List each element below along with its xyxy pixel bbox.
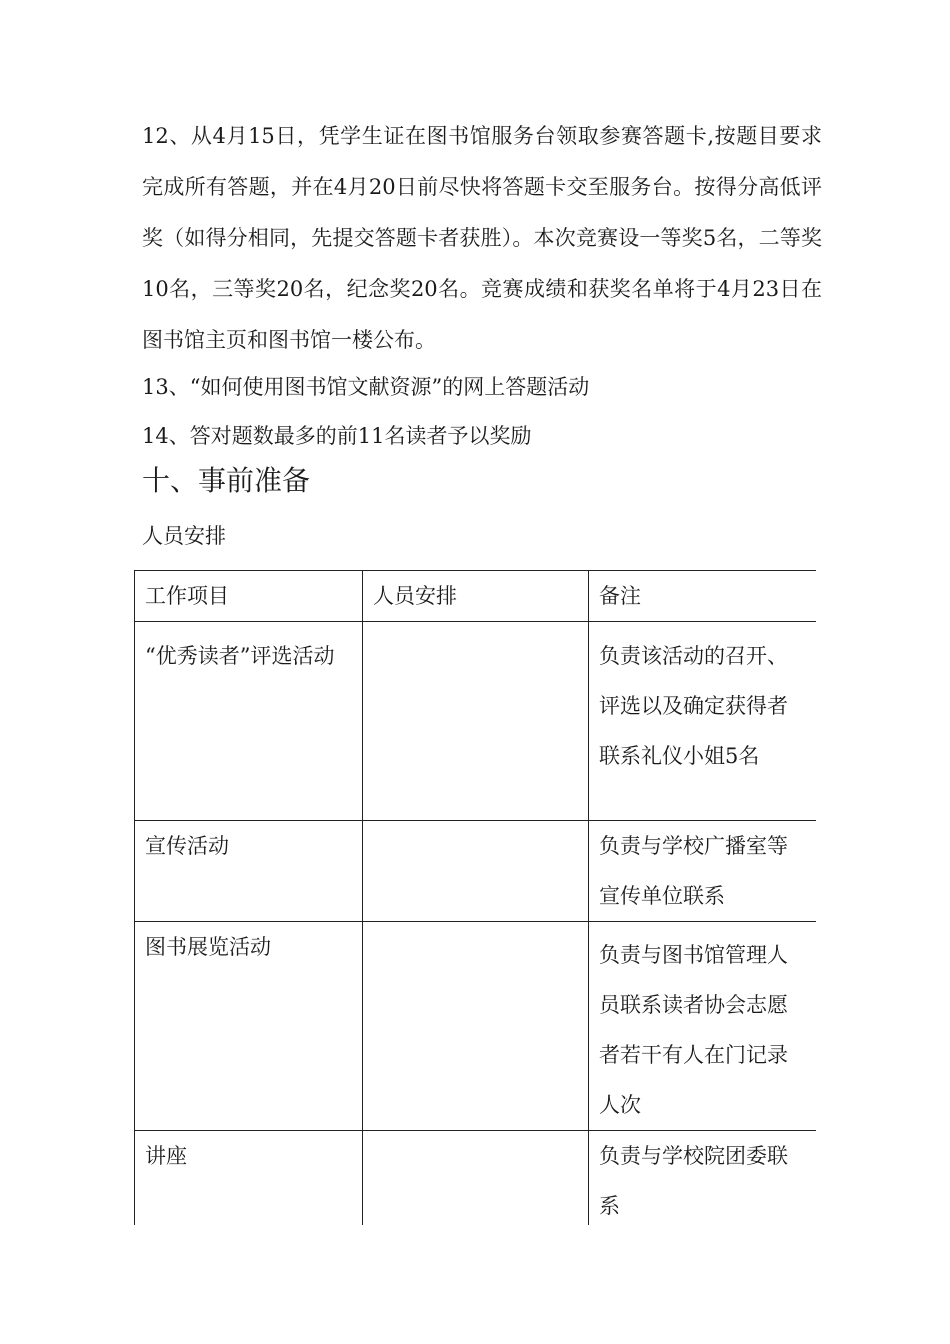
table-row xyxy=(135,922,817,1131)
table-cell-item: 讲座 xyxy=(135,1131,363,1226)
paragraph-item-12: 12、从4月15日，凭学生证在图书馆服务台领取参赛答题卡,按题目要求完成所有答题，并在4月20日前尽快将答题卡交至服务台。按得分高低评奖（如得分相同，先提交答题卡者获胜）。本次竞赛设一等奖5名，二等奖10名，三等奖20名，纪念奖20名。竞赛成绩和获奖名单将于4月23日在图书馆主页和图书馆一楼公布。 xyxy=(142,124,822,352)
section-subheading: 人员安排 xyxy=(142,524,226,548)
staff-arrangement-table xyxy=(134,570,816,1225)
table-cell-note: 负责与图书馆管理人员联系读者协会志愿者若干有人在门记录人次 xyxy=(589,922,817,1131)
table-row xyxy=(135,821,817,922)
table-cell-note: 负责该活动的召开、评选以及确定获得者联系礼仪小姐5名 xyxy=(589,622,817,821)
table-cell-staff xyxy=(363,622,589,821)
table-header-row xyxy=(135,571,817,622)
table-cell-note: 负责与学校院团委联系 xyxy=(589,1131,817,1226)
staff-arrangement-table-wrapper xyxy=(134,570,816,1225)
section-heading: 十、事前准备 xyxy=(142,464,311,497)
table-cell-staff xyxy=(363,821,589,922)
table-row xyxy=(135,1131,817,1226)
paragraph-item-13: 13、“如何使用图书馆文献资源”的网上答题活动 xyxy=(142,375,590,399)
table-header-cell: 备注 xyxy=(589,571,817,622)
table-row xyxy=(135,622,817,821)
paragraph-item-14: 14、答对题数最多的前11名读者予以奖励 xyxy=(142,424,532,448)
table-cell-item: 宣传活动 xyxy=(135,821,363,922)
table-cell-item: “优秀读者”评选活动 xyxy=(135,622,363,821)
table-cell-note: 负责与学校广播室等宣传单位联系 xyxy=(589,821,817,922)
table-header-cell: 人员安排 xyxy=(363,571,589,622)
table-header-cell: 工作项目 xyxy=(135,571,363,622)
table-cell-staff xyxy=(363,922,589,1131)
table-cell-staff xyxy=(363,1131,589,1226)
table-cell-item: 图书展览活动 xyxy=(135,922,363,1131)
